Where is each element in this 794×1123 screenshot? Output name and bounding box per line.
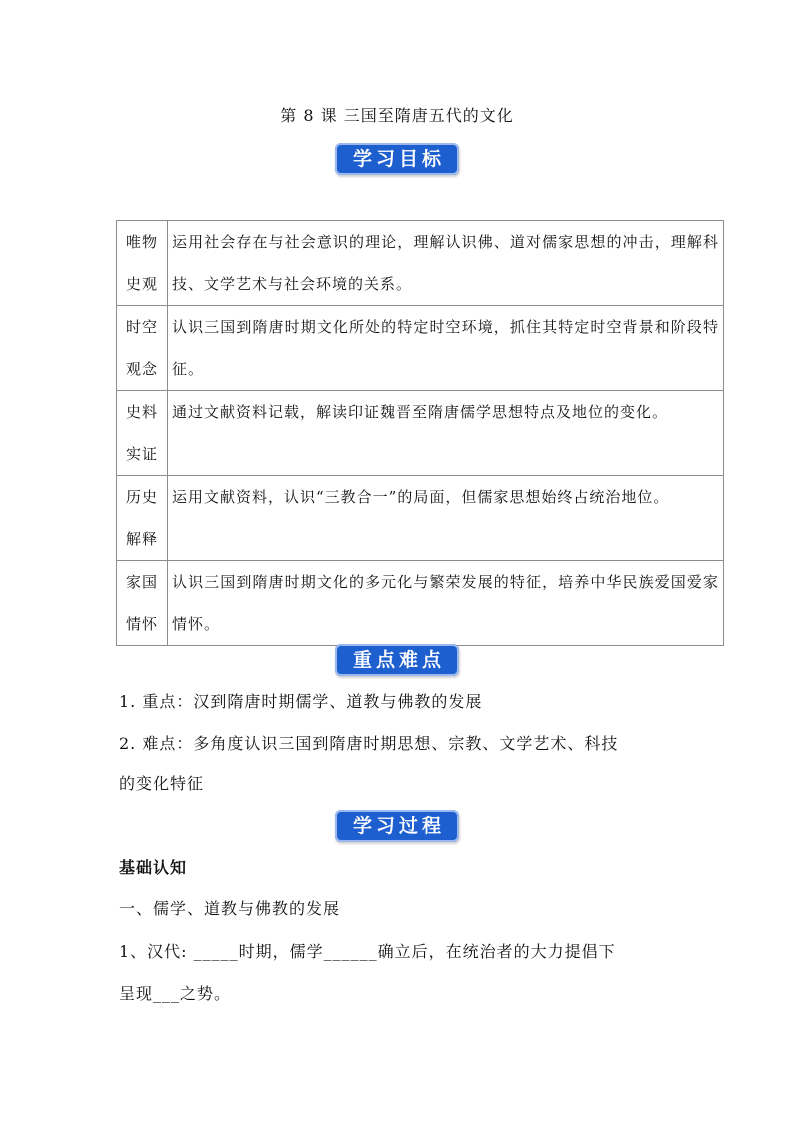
objective-key-cell — [117, 476, 168, 561]
objectives-table — [116, 220, 724, 646]
objective-key-line: 情怀 — [125, 615, 158, 633]
objective-key-cell — [117, 561, 168, 646]
objective-key-line: 解释 — [125, 530, 158, 548]
key-point-1: 1. 重点：汉到隋唐时期儒学、道教与佛教的发展 — [119, 692, 483, 711]
objective-text-cell: 通过文献资料记载，解读印证魏晋至隋唐儒学思想特点及地位的变化。 — [168, 391, 724, 476]
table-row — [117, 391, 724, 476]
objective-key-line: 观念 — [125, 360, 158, 378]
table-row — [117, 476, 724, 561]
objective-text-cell: 认识三国到隋唐时期文化所处的特定时空环境，抓住其特定时空背景和阶段特征。 — [168, 306, 724, 391]
table-row — [117, 561, 724, 646]
objective-key-cell — [117, 306, 168, 391]
objective-key-line: 实证 — [125, 445, 158, 463]
objective-key-line: 唯物 — [125, 233, 158, 251]
objective-key-cell — [117, 221, 168, 306]
objective-key-line: 史观 — [125, 275, 158, 293]
process-item-1-line-2: 呈现___之势。 — [119, 984, 232, 1003]
process-heading-badge: 学习过程 — [335, 810, 459, 842]
table-row — [117, 221, 724, 306]
objective-key-line: 史料 — [125, 403, 158, 421]
objective-key-line: 历史 — [125, 488, 158, 506]
table-row — [117, 306, 724, 391]
process-subheading: 基础认知 — [119, 858, 188, 877]
objective-key-line: 家国 — [125, 573, 158, 591]
key-point-2-line-2: 的变化特征 — [119, 774, 205, 793]
objective-text-cell: 运用社会存在与社会意识的理论，理解认识佛、道对儒家思想的冲击，理解科技、文学艺术与社会环境的关系。 — [168, 221, 724, 306]
page-title: 第 8 课 三国至隋唐五代的文化 — [280, 106, 514, 125]
objectives-heading-badge: 学习目标 — [335, 143, 459, 175]
key-point-2-line-1: 2. 难点：多角度认识三国到隋唐时期思想、宗教、文学艺术、科技 — [119, 734, 619, 753]
objective-key-cell — [117, 391, 168, 476]
process-section-1-heading: 一、儒学、道教与佛教的发展 — [119, 899, 341, 918]
process-item-1-line-1: 1、汉代: _____时期，儒学______确立后，在统治者的大力提倡下 — [119, 942, 616, 961]
objective-text-cell: 运用文献资料，认识“三教合一”的局面，但儒家思想始终占统治地位。 — [168, 476, 724, 561]
objective-key-line: 时空 — [125, 318, 158, 336]
key-points-heading-badge: 重点难点 — [335, 644, 459, 676]
objective-text-cell: 认识三国到隋唐时期文化的多元化与繁荣发展的特征，培养中华民族爱国爱家情怀。 — [168, 561, 724, 646]
